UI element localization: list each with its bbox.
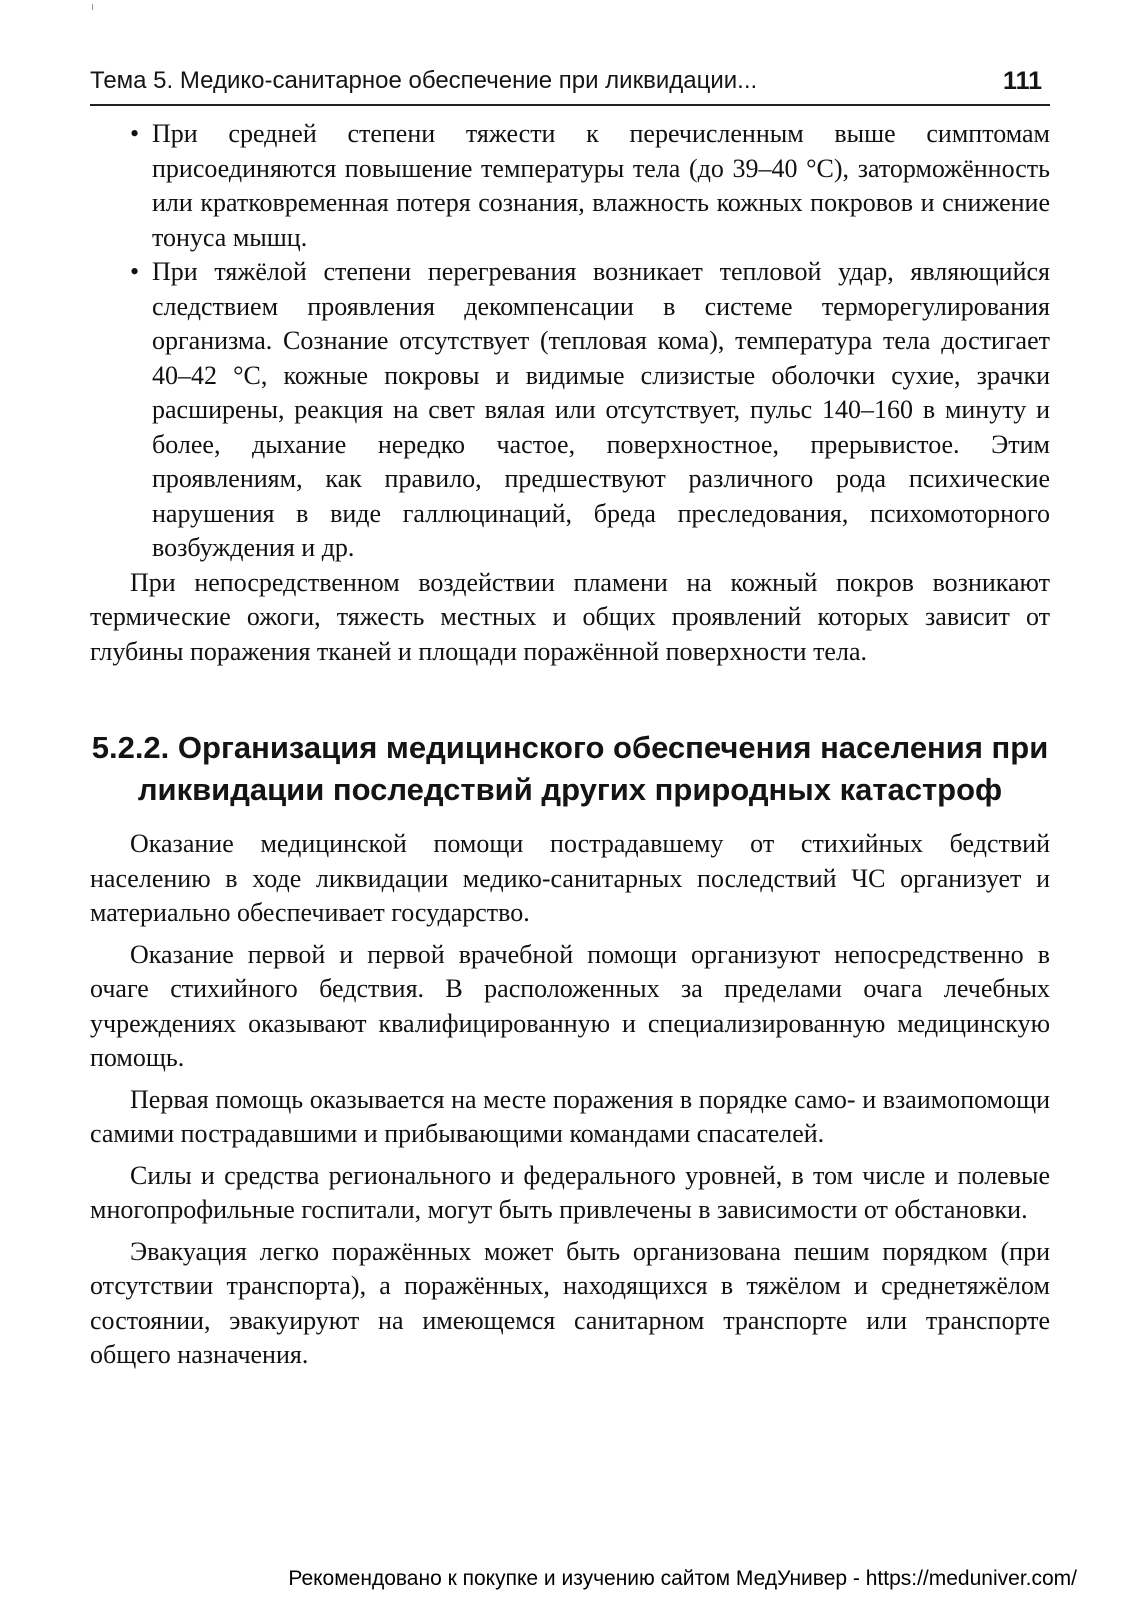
header-title: Тема 5. Медико-санитарное обеспечение при ликвидации... [90, 67, 758, 94]
bullet-item-severe [90, 255, 1050, 566]
body-paragraph: Силы и средства регионального и федерального уровней, в том числе и полевые многопрофильные госпитали, могут быть привлечены в зависимости от обстановки. [90, 1160, 1050, 1224]
footer-recommendation: Рекомендовано к покупке и изучению сайтом МедУнивер - https://meduniver.com/ [288, 1567, 1077, 1590]
body-paragraph: Первая помощь оказывается на месте поражения в порядке само- и взаимопомощи самими пострадавшими и прибывающими командами спасателей. [90, 1084, 1050, 1148]
page-number: 111 [1003, 67, 1042, 95]
bullet-text: При тяжёлой степени перегревания возникает тепловой удар, являющийся следствием проявления декомпенсации в системе терморегулирования организма. Сознание отсутствует (тепловая кома), температура тела достигает 40–42 °С, кожные покровы и видимые слизистые оболочки сухие, зрачки расширены, реакция на свет вялая или отсутствует, пульс 140–160 в минуту и более, дыхание нередко частое, поверхностное, прерывистое. Этим проявлениям, как правило, предшествуют различного рода психические нарушения в виде галлюцинаций, бреда преследования, психомоторного возбуждения и др. [152, 257, 1050, 562]
body-paragraph: Оказание медицинской помощи пострадавшему от стихийных бедствий населению в ходе ликвидации медико-санитарных последствий ЧС организует и материально обеспечивает государство. [90, 829, 1050, 927]
burns-paragraph: При непосредственном воздействии пламени на кожный покров возникают термические ожоги, тяжесть местных и общих проявлений которых зависит от глубины поражения тканей и площади поражённой поверхности тела. [90, 567, 1050, 666]
bullet-text: При средней степени тяжести к перечисленным выше симптомам присоединяются повышение температуры тела (до 39–40 °С), заторможённость или кратковременная потеря сознания, влажность кожных покровов и снижение тонуса мышц. [152, 119, 1050, 252]
running-header [90, 60, 1050, 106]
bullet-icon: • [130, 119, 140, 148]
page-body [90, 117, 1050, 1373]
bullet-item-moderate [90, 117, 1050, 255]
page-corner-mark [92, 4, 93, 10]
section-heading: 5.2.2. Организация медицинского обеспечения населения при ликвидации последствий других природных катастроф [91, 730, 1049, 807]
symptom-bullet-list [90, 117, 1050, 566]
bullet-icon: • [130, 257, 140, 286]
body-paragraph: Оказание первой и первой врачебной помощи организуют непосредственно в очаге стихийного бедствия. В расположенных за пределами очага лечебных учреждениях оказывают квалифицированную и специализированную медицинскую помощь. [90, 939, 1050, 1072]
body-paragraph: Эвакуация легко поражённых может быть организована пешим порядком (при отсутствии транспорта), а поражённых, находящихся в тяжёлом и среднетяжёлом состоянии, эвакуируют на имеющемся санитарном транспорте или транспорте общего назначения. [90, 1236, 1050, 1369]
